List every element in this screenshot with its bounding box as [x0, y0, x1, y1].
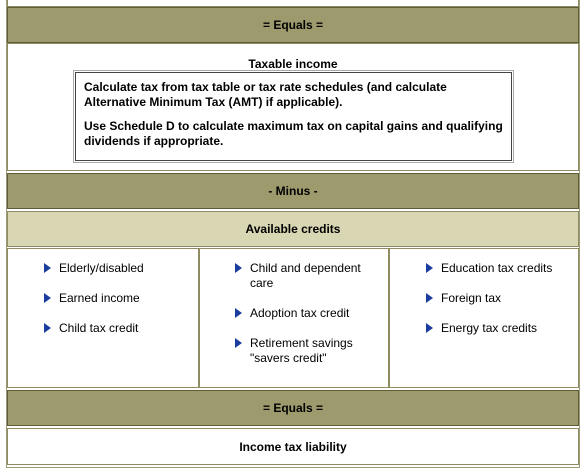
equals-label-top: = Equals = [262, 18, 324, 32]
equals-bar-top [7, 7, 579, 43]
triangle-bullet-icon [426, 323, 433, 333]
credits-column-1: Elderly/disabled Earned income Child tax credit [7, 248, 199, 388]
triangle-bullet-icon [44, 293, 51, 303]
credits-grid [7, 248, 579, 388]
income-tax-liability-label: Income tax liability [239, 439, 347, 454]
equals-bar-bottom [7, 390, 579, 426]
triangle-bullet-icon [235, 263, 242, 273]
triangle-bullet-icon [426, 293, 433, 303]
income-tax-liability-panel [7, 428, 579, 465]
tax-calculation-note [75, 72, 512, 161]
minus-bar [7, 173, 579, 209]
equals-label-bottom: = Equals = [262, 401, 324, 415]
triangle-bullet-icon [235, 308, 242, 318]
available-credits-label: Available credits [245, 222, 341, 236]
credits-column-2: Child and dependent care Adoption tax credit Retirement savings "savers credit" [199, 248, 389, 388]
note-line-1: Calculate tax from tax table or tax rate schedules (and calculate Alternative Minimum Tax (AMT) if applicable). [84, 80, 447, 109]
triangle-bullet-icon [235, 338, 242, 348]
triangle-bullet-icon [44, 323, 51, 333]
top-strip [7, 0, 579, 7]
taxable-income-title: Taxable income [248, 57, 338, 71]
minus-label: - Minus - [268, 184, 318, 198]
available-credits-bar [7, 211, 579, 247]
triangle-bullet-icon [44, 263, 51, 273]
note-line-2: Use Schedule D to calculate maximum tax on capital gains and qualifying dividends if appropriate. [84, 119, 503, 148]
credits-column-3: Education tax credits Foreign tax Energy tax credits [389, 248, 579, 388]
triangle-bullet-icon [426, 263, 433, 273]
